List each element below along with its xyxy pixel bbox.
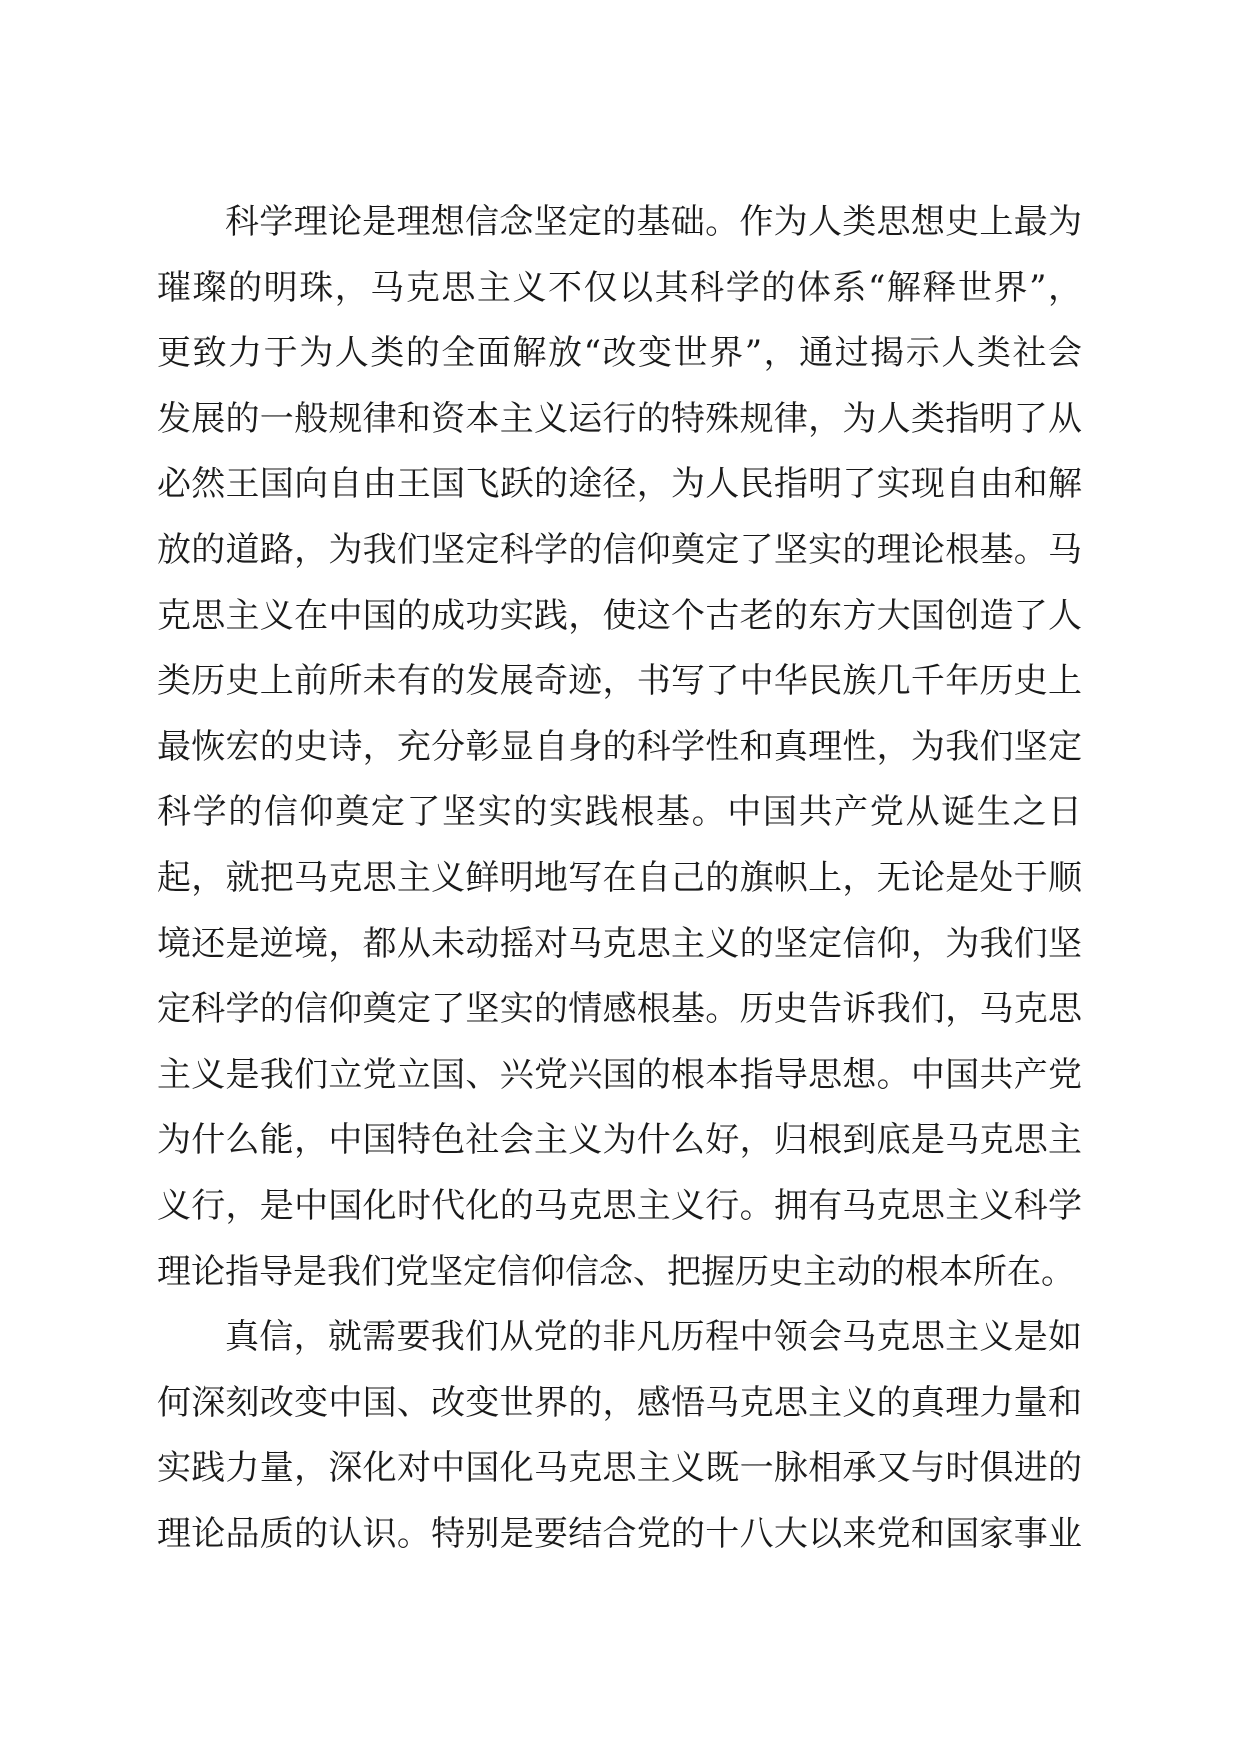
text-line: 璀璨的明珠，马克思主义不仅以其科学的体系“解释世界”，	[157, 267, 1082, 308]
document-body	[157, 190, 1082, 1567]
text-line: 何深刻改变中国、改变世界的，感悟马克思主义的真理力量和	[157, 1382, 1082, 1423]
text-line: 最恢宏的史诗，充分彰显自身的科学性和真理性，为我们坚定	[157, 726, 1082, 767]
text-line: 理论指导是我们党坚定信仰信念、把握历史主动的根本所在。	[157, 1251, 1075, 1292]
text-line: 定科学的信仰奠定了坚实的情感根基。历史告诉我们，马克思	[157, 989, 1082, 1030]
text-line: 科学理论是理想信念坚定的基础。作为人类思想史上最为	[225, 202, 1082, 242]
text-line: 义行，是中国化时代化的马克思主义行。拥有马克思主义科学	[157, 1185, 1082, 1226]
text-line: 必然王国向自由王国飞跃的途径，为人民指明了实现自由和解	[157, 464, 1082, 505]
text-line: 为什么能，中国特色社会主义为什么好，归根到底是马克思主	[157, 1120, 1082, 1161]
text-line: 实践力量，深化对中国化马克思主义既一脉相承又与时俱进的	[157, 1448, 1082, 1489]
text-line: 真信，就需要我们从党的非凡历程中领会马克思主义是如	[225, 1317, 1082, 1358]
text-line: 起，就把马克思主义鲜明地写在自己的旗帜上，无论是处于顺	[157, 857, 1082, 898]
text-line: 放的道路，为我们坚定科学的信仰奠定了坚实的理论根基。马	[157, 529, 1082, 570]
text-line: 类历史上前所未有的发展奇迹，书写了中华民族几千年历史上	[157, 661, 1082, 702]
paragraph-2	[157, 1305, 1082, 1567]
text-line: 发展的一般规律和资本主义运行的特殊规律，为人类指明了从	[157, 398, 1082, 439]
text-line: 境还是逆境，都从未动摇对马克思主义的坚定信仰，为我们坚	[157, 923, 1082, 964]
paragraph-1	[157, 190, 1082, 1305]
text-line: 更致力于为人类的全面解放“改变世界”，通过揭示人类社会	[157, 333, 1082, 374]
text-line: 理论品质的认识。特别是要结合党的十八大以来党和国家事业	[157, 1513, 1082, 1554]
text-line: 主义是我们立党立国、兴党兴国的根本指导思想。中国共产党	[157, 1054, 1082, 1095]
text-line: 克思主义在中国的成功实践，使这个古老的东方大国创造了人	[157, 595, 1082, 636]
text-line: 科学的信仰奠定了坚实的实践根基。中国共产党从诞生之日	[157, 792, 1082, 833]
